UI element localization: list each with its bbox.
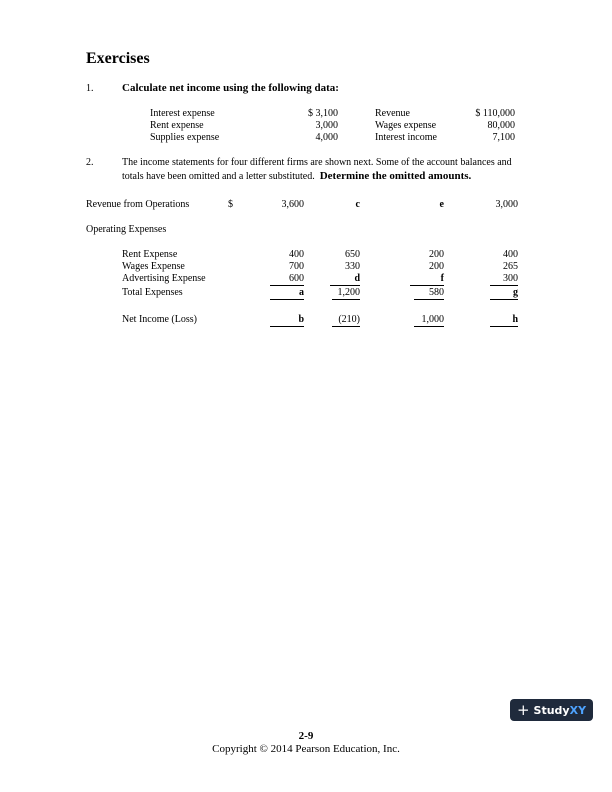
revenue-firm-1: 3,600	[281, 199, 304, 210]
exercise-2-line-2-text: totals have been omitted and a letter substituted.	[122, 171, 315, 182]
ex1-value-supplies-expense: 4,000	[315, 132, 338, 143]
rent-firm-3: 200	[429, 249, 444, 260]
ex1-value-rent-expense: 3,000	[315, 120, 338, 131]
revenue-firm-4: 3,000	[495, 199, 518, 210]
advertising-firm-1: 600	[270, 273, 304, 286]
page-heading: Exercises	[86, 50, 150, 67]
total-firm-1: a	[270, 287, 304, 300]
rent-firm-4: 400	[503, 249, 518, 260]
exercise-1-number: 1.	[86, 83, 94, 94]
plus-icon: +	[516, 701, 530, 719]
wages-firm-3: 200	[429, 261, 444, 272]
rent-firm-2: 650	[345, 249, 360, 260]
exercise-2-line-2	[122, 170, 471, 183]
badge-study-text: StudyXY	[533, 703, 587, 717]
wages-firm-4: 265	[503, 261, 518, 272]
ex1-label-supplies-expense: Supplies expense	[150, 132, 220, 143]
total-firm-4: g	[490, 287, 518, 300]
rent-expense-label: Rent Expense	[122, 249, 178, 260]
net-firm-4: h	[490, 314, 518, 327]
revenue-firm-2: c	[355, 199, 360, 210]
exercise-2-number: 2.	[86, 157, 94, 168]
copyright: Copyright © 2014 Pearson Education, Inc.	[212, 743, 400, 755]
revenue-label: Revenue from Operations	[86, 199, 190, 210]
page-number: 2-9	[298, 730, 314, 742]
ex1-label-rent-expense: Rent expense	[150, 120, 204, 131]
ex1-value-wages-expense: 80,000	[487, 120, 515, 131]
total-firm-2: 1,200	[332, 287, 360, 300]
net-firm-2: (210)	[332, 314, 360, 327]
ex1-label-interest-expense: Interest expense	[150, 108, 215, 119]
ex1-value-revenue: $ 110,000	[475, 108, 515, 119]
advertising-expense-label: Advertising Expense	[122, 273, 206, 284]
ex1-label-wages-expense: Wages expense	[375, 120, 437, 131]
ex1-label-revenue: Revenue	[375, 108, 410, 119]
exercise-2-instruction: Determine the omitted amounts.	[319, 170, 472, 182]
studyxy-badge[interactable]	[510, 699, 593, 721]
rent-firm-1: 400	[289, 249, 304, 260]
ex1-value-interest-expense: $ 3,100	[308, 108, 338, 119]
net-firm-1: b	[270, 314, 304, 327]
revenue-firm-3: e	[439, 199, 444, 210]
net-firm-3: 1,000	[414, 314, 444, 327]
wages-firm-2: 330	[345, 261, 360, 272]
wages-firm-1: 700	[289, 261, 304, 272]
exercise-1-prompt: Calculate net income using the following data:	[122, 82, 339, 94]
ex1-label-interest-income: Interest income	[375, 132, 437, 143]
advertising-firm-2: d	[330, 273, 360, 286]
advertising-firm-3: f	[410, 273, 444, 286]
exercise-2-line-1: The income statements for four different firms are shown next. Some of the account balances and	[122, 157, 512, 168]
ex1-value-interest-income: 7,100	[492, 132, 515, 143]
net-income-label: Net Income (Loss)	[122, 314, 197, 325]
operating-expenses-label: Operating Expenses	[86, 224, 167, 235]
wages-expense-label: Wages Expense	[122, 261, 185, 272]
total-expenses-label: Total Expenses	[122, 287, 183, 298]
advertising-firm-4: 300	[490, 273, 518, 286]
total-firm-3: 580	[414, 287, 444, 300]
dollar-sign: $	[228, 199, 233, 210]
